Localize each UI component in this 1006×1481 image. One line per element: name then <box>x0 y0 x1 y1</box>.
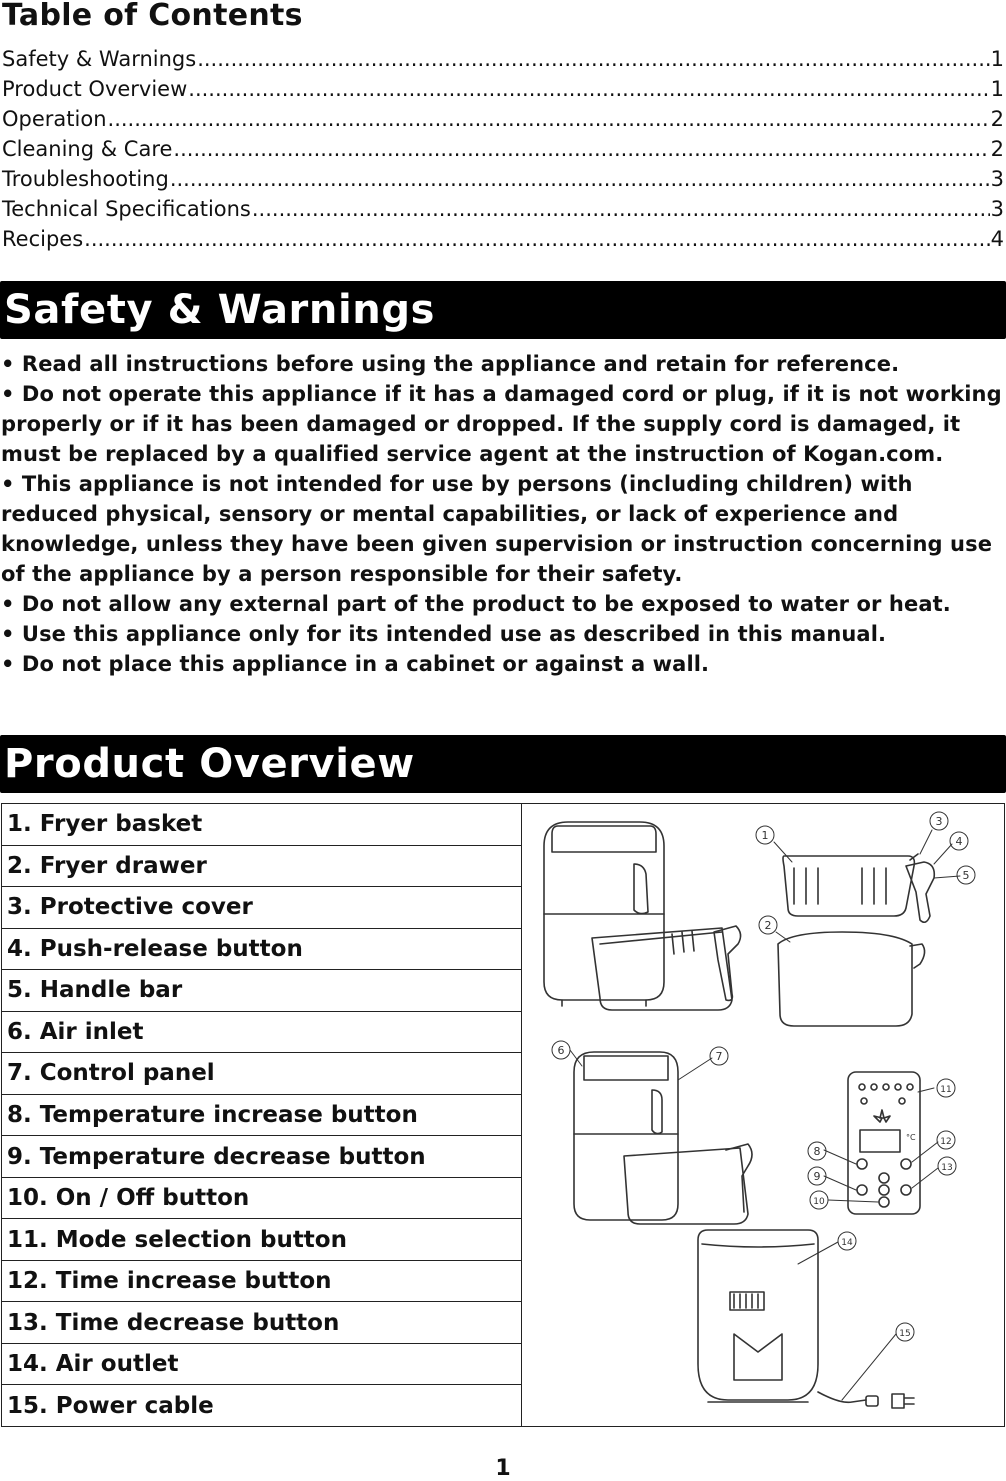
mode-icon <box>861 1098 867 1104</box>
fryer-lid-outline <box>584 1056 668 1080</box>
time-decrease-button-icon <box>901 1185 911 1195</box>
fryer-body-outline <box>698 1230 818 1400</box>
part-row: 6. Air inlet <box>2 1012 521 1054</box>
toc-entry <box>2 107 1004 137</box>
power-cable-clip <box>866 1396 878 1406</box>
page-number: 1 <box>495 1456 511 1481</box>
callout-number: 5 <box>962 869 970 882</box>
toc-entry-page: 2 <box>990 137 1004 161</box>
section-heading-product-overview: Product Overview <box>0 735 1006 793</box>
callout-number: 10 <box>813 1197 825 1207</box>
mode-icon <box>899 1098 905 1104</box>
toc-entry-page: 1 <box>990 47 1004 71</box>
warning-item: • Do not place this appliance in a cabinet or against a wall. <box>1 652 710 676</box>
toc-leader-dots <box>188 77 989 101</box>
mode-icon <box>859 1084 865 1090</box>
drawer-rim <box>600 932 722 944</box>
callout-number: 1 <box>761 829 769 842</box>
rear-panel-outline <box>734 1334 782 1380</box>
toc-entry-label: Safety & Warnings <box>2 47 197 71</box>
toc-leader-dots <box>108 107 990 131</box>
part-row: 11. Mode selection button <box>2 1219 521 1261</box>
part-row: 15. Power cable <box>7 1392 214 1419</box>
fryer-body-outline <box>544 822 664 1000</box>
toc-entry-page: 2 <box>990 107 1004 131</box>
part-row: 5. Handle bar <box>2 970 521 1012</box>
warning-item: • Use this appliance only for its intended use as described in this manual. <box>1 622 887 646</box>
temp-increase-button-icon <box>857 1159 867 1169</box>
toc-entry-label: Technical Specifications <box>2 197 251 221</box>
drawer-handle <box>726 1144 752 1212</box>
grille-slots <box>734 1294 758 1308</box>
control-panel-drawing <box>848 1072 920 1214</box>
toc-entry <box>2 227 1004 257</box>
section-heading-safety: Safety & Warnings <box>0 281 1006 339</box>
toc-entry-label: Cleaning & Care <box>2 137 173 161</box>
callout-number: 11 <box>940 1085 952 1095</box>
toc-entry-page: 1 <box>990 77 1004 101</box>
power-plug-outline <box>892 1394 914 1408</box>
mode-button-icon <box>879 1173 889 1183</box>
basket-handle <box>906 862 934 922</box>
callout-number: 7 <box>715 1050 723 1063</box>
air-outlet-grille <box>730 1292 764 1310</box>
fryer-drawer-outline <box>778 932 912 1026</box>
toc-entry-label: Troubleshooting <box>2 167 169 191</box>
part-row: 2. Fryer drawer <box>2 846 521 888</box>
part-row: 14. Air outlet <box>2 1344 521 1386</box>
air-fryer-exploded-diagram <box>522 804 1006 1426</box>
toc-entry <box>2 77 1004 107</box>
callout-number: 6 <box>557 1044 565 1057</box>
temp-decrease-button-icon <box>857 1185 867 1195</box>
fryer-top-edge <box>702 1244 814 1247</box>
part-row: 13. Time decrease button <box>2 1302 521 1344</box>
basket-and-drawer-drawing <box>778 854 934 1026</box>
mode-icon <box>871 1084 877 1090</box>
part-row: 9. Temperature decrease button <box>2 1136 521 1178</box>
part-row: 10. On / Off button <box>2 1178 521 1220</box>
time-increase-button-icon <box>901 1159 911 1169</box>
control-panel-outline <box>848 1072 920 1214</box>
part-row: 12. Time increase button <box>2 1261 521 1303</box>
toc-entry-page: 4 <box>990 227 1004 251</box>
drawer-outline <box>592 928 732 1010</box>
fan-icon <box>874 1110 890 1122</box>
part-row: 3. Protective cover <box>2 887 521 929</box>
toc-leader-dots <box>170 167 990 191</box>
mode-icon <box>907 1084 913 1090</box>
power-cable-outline <box>818 1392 866 1402</box>
toc-entry-label: Recipes <box>2 227 84 251</box>
toc-leader-dots <box>84 227 989 251</box>
callout-number: 2 <box>764 919 772 932</box>
toc-entry <box>2 47 1004 77</box>
basket-slots <box>794 868 886 904</box>
display-screen <box>860 1130 900 1152</box>
air-fryer-open-drawer-drawing <box>544 822 741 1010</box>
callout-number: 9 <box>813 1170 821 1183</box>
part-row: 1. Fryer basket <box>2 804 521 846</box>
power-button-icon <box>879 1197 889 1207</box>
callout-leader-lines <box>570 830 960 1400</box>
fryer-window <box>634 864 648 914</box>
warning-item: • This appliance is not intended for use by persons (including children) with reduced physical, sensory or mental capabilities, or lack of experience and knowledge, unless they have been given supervision or instruction concerning use of the appliance by a person responsible for their safety. <box>1 472 993 586</box>
fryer-window <box>652 1090 662 1134</box>
callout-markers <box>552 812 975 1341</box>
callout-number: 14 <box>841 1238 853 1248</box>
toc-entry-page: 3 <box>990 197 1004 221</box>
toc-leader-dots <box>252 197 990 221</box>
safety-warnings-list <box>1 349 1003 679</box>
part-row: 7. Control panel <box>2 1053 521 1095</box>
toc-leader-dots <box>197 47 989 71</box>
callout-number: 4 <box>955 835 963 848</box>
toc-entry-label: Operation <box>2 107 107 131</box>
parts-list <box>2 804 522 1426</box>
toc-entry-label: Product Overview <box>2 77 188 101</box>
unit-symbol-label: °C <box>906 1133 916 1142</box>
air-fryer-rear-drawing <box>698 1230 914 1408</box>
part-row: 8. Temperature increase button <box>2 1095 521 1137</box>
part-row: 4. Push-release button <box>2 929 521 971</box>
callout-number: 3 <box>935 815 943 828</box>
product-diagram-cell <box>522 804 1004 1426</box>
callout-number: 8 <box>813 1145 821 1158</box>
mode-icon <box>895 1084 901 1090</box>
aux-button-icon <box>879 1185 889 1195</box>
toc-entry <box>2 197 1004 227</box>
callout-number: 13 <box>941 1163 953 1173</box>
parts-table <box>1 803 1005 1427</box>
warning-item: • Do not operate this appliance if it has a damaged cord or plug, if it is not working properly or if it has been damaged or dropped. If the supply cord is damaged, it must be replaced by a qualified service agent at the instruction of Kogan.com. <box>1 382 1002 466</box>
fryer-lid-outline <box>552 826 656 852</box>
mode-icon <box>883 1084 889 1090</box>
toc-title: Table of Contents <box>2 0 303 33</box>
toc-entry-page: 3 <box>990 167 1004 191</box>
table-of-contents <box>2 47 1004 257</box>
callout-number: 15 <box>899 1329 911 1339</box>
warning-item: • Read all instructions before using the appliance and retain for reference. <box>1 352 900 376</box>
air-fryer-side-drawing <box>574 1052 752 1224</box>
toc-entry <box>2 137 1004 167</box>
drawer-outline <box>624 1148 748 1224</box>
fryer-basket-outline <box>783 856 914 916</box>
callout-number: 12 <box>940 1137 952 1147</box>
toc-entry <box>2 167 1004 197</box>
warning-item: • Do not allow any external part of the product to be exposed to water or heat. <box>1 592 951 616</box>
toc-leader-dots <box>173 137 989 161</box>
